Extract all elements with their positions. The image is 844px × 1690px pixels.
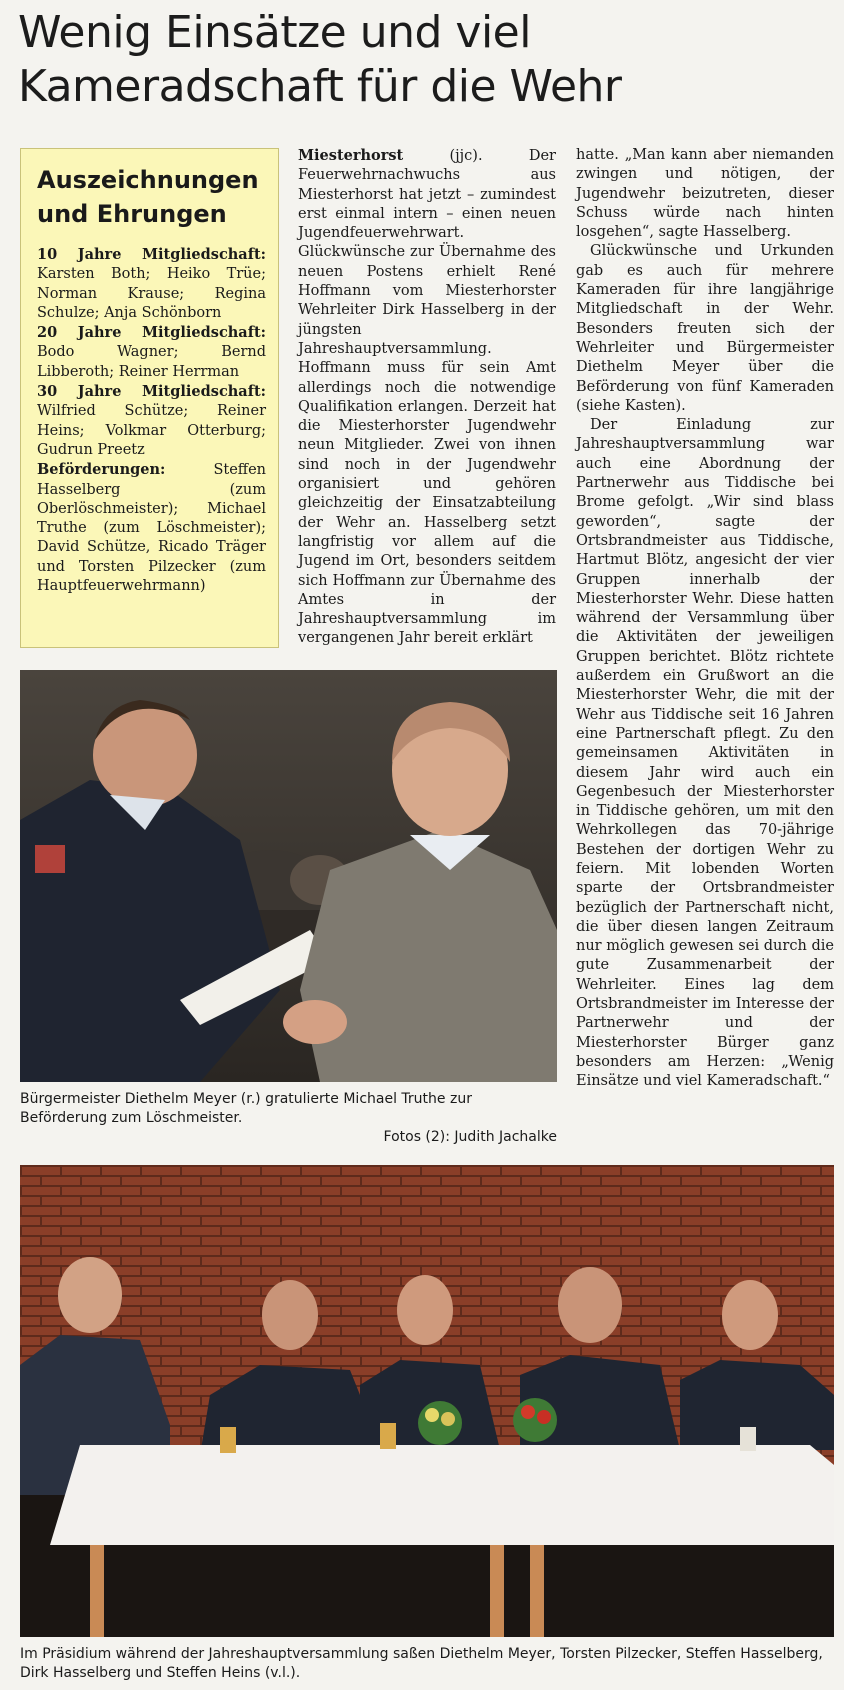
award-entry — [37, 245, 266, 323]
presidium-photo-caption: Im Präsidium während der Jahreshauptversammlung saßen Diethelm Meyer, Torsten Pilzecker, Steffen Hasselberg, Dirk Hasselberg und Steffen Heins (v.l.). — [20, 1646, 823, 1681]
dateline: Miesterhorst — [298, 147, 404, 164]
handshake-photo-image — [20, 670, 557, 1082]
article-paragraph — [298, 146, 556, 649]
award-heading: Beförderungen: — [37, 461, 166, 479]
presidium-photo-image — [20, 1165, 834, 1637]
handshake-photo — [20, 670, 557, 1082]
article-paragraph: hatte. „Man kann aber niemanden zwingen und nötigen, der Jugendwehr beizutreten, dieser Schuss würde nach hinten losgehen“, sagte Hasselberg. — [576, 147, 834, 241]
sidebar-title-line-1: Auszeichnungen — [37, 166, 259, 194]
sidebar-body — [37, 245, 266, 596]
award-entry — [37, 460, 266, 596]
award-entry — [37, 323, 266, 382]
award-names: Steffen Hasselberg (zum Oberlöschmeister); Michael Truthe (zum Löschmeister); David Schütze, Ricado Träger und Torsten Pilzecker (zum Hauptfeuerwehrmann) — [37, 462, 266, 595]
headline-line-2: Kameradschaft für die Wehr — [18, 61, 622, 112]
article-paragraph: Der Einladung zur Jahreshauptversammlung war auch eine Abordnung der Partnerwehr aus Tiddische bei Brome gefolgt. „Wir sind blass geworden“, sagte der Ortsbrandmeister aus Tiddische, Hartmut Blötz, angesicht der vier Gruppen innerhalb der Miesterhorster Wehr. Diese hatten während der Versammlung über die Aktivitäten der jeweiligen Gruppen berichtet. Blötz richtete außerdem ein Grußwort an die Miesterhorster Wehr, die mit der Wehr aus Tiddische seit 16 Jahren eine Partnerschaft pflegt. Zu den gemeinsamen Aktivitäten in diesem Jahr wird auch ein Gegenbesuch der Miesterhorster in Tiddische gehören, um mit den Wehrkollegen das 70-jährige Bestehen der dortigen Wehr zu feiern. Mit lobenden Worten sparte der Ortsbrandmeister bezüglich der Partnerschaft nicht, die über diesen langen Zeitraum nur möglich gewesen sei durch die gute Zusammenarbeit der Wehrleiter. Eines lag dem Ortsbrandmeister im Interesse der Partnerwehr und der Miesterhorster Bürger ganz besonders am Herzen: „Wenig Einsätze und viel Kameradschaft.“ — [576, 417, 834, 1090]
article-column-2 — [576, 146, 834, 1092]
handshake-photo-caption — [20, 1090, 557, 1147]
article-paragraph: Glückwünsche und Urkunden gab es auch für mehrere Kameraden für ihre langjährige Mitgliedschaft in der Wehr. Besonders freuten sich der Wehrleiter und Bürgermeister Diethelm Meyer über die Beförderung von fünf Kameraden (siehe Kasten). — [576, 243, 834, 414]
headline-line-1: Wenig Einsätze und viel — [18, 7, 531, 58]
caption-text: Bürgermeister Diethelm Meyer (r.) gratulierte Michael Truthe zur Beförderung zum Löschmeister. — [20, 1091, 472, 1126]
photo-credit: Fotos (2): Judith Jachalke — [383, 1129, 557, 1145]
award-heading: 20 Jahre Mitgliedschaft: — [37, 324, 266, 342]
presidium-photo — [20, 1165, 834, 1637]
article-text: (jjc). Der Feuerwehrnachwuchs aus Miesterhorst hat jetzt – zumindest erst einmal intern – einen neuen Jugendfeuerwehrwart. Glückwünsche zur Übernahme des neuen Postens erhielt René Hoffmann vom Miesterhorster Wehrleiter Dirk Hasselberg in der jüngsten Jahreshauptversammlung. Hoffmann muss für sein Amt allerdings noch die notwendige Qualifikation erlangen. Derzeit hat die Miesterhorster Jugendwehr neun Mitglieder. Zwei von ihnen sind noch in der Jugendwehr organisiert und gehören gleichzeitig der Einsatzabteilung der Wehr an. Hasselberg setzt langfristig vor allem auf die Jugend im Ort, besonders seitdem sich Hoffmann zur Übernahme des Amtes in der Jahreshauptversammlung im vergangenen Jahr bereit erklärt — [298, 148, 556, 647]
award-heading: 10 Jahre Mitgliedschaft: — [37, 246, 266, 263]
article-column-1 — [298, 146, 556, 649]
award-names: Wilfried Schütze; Reiner Heins; Volkmar Otterburg; Gudrun Preetz — [37, 403, 266, 458]
award-entry — [37, 382, 266, 460]
sidebar-title — [37, 163, 266, 231]
headline — [18, 6, 828, 114]
awards-sidebar — [20, 148, 279, 648]
award-names: Karsten Both; Heiko Trüe; Norman Krause; Regina Schulze; Anja Schönborn — [37, 266, 266, 321]
sidebar-title-line-2: und Ehrungen — [37, 200, 227, 228]
award-heading: 30 Jahre Mitgliedschaft: — [37, 383, 266, 401]
award-names: Bodo Wagner; Bernd Libberoth; Reiner Herrman — [37, 344, 266, 380]
